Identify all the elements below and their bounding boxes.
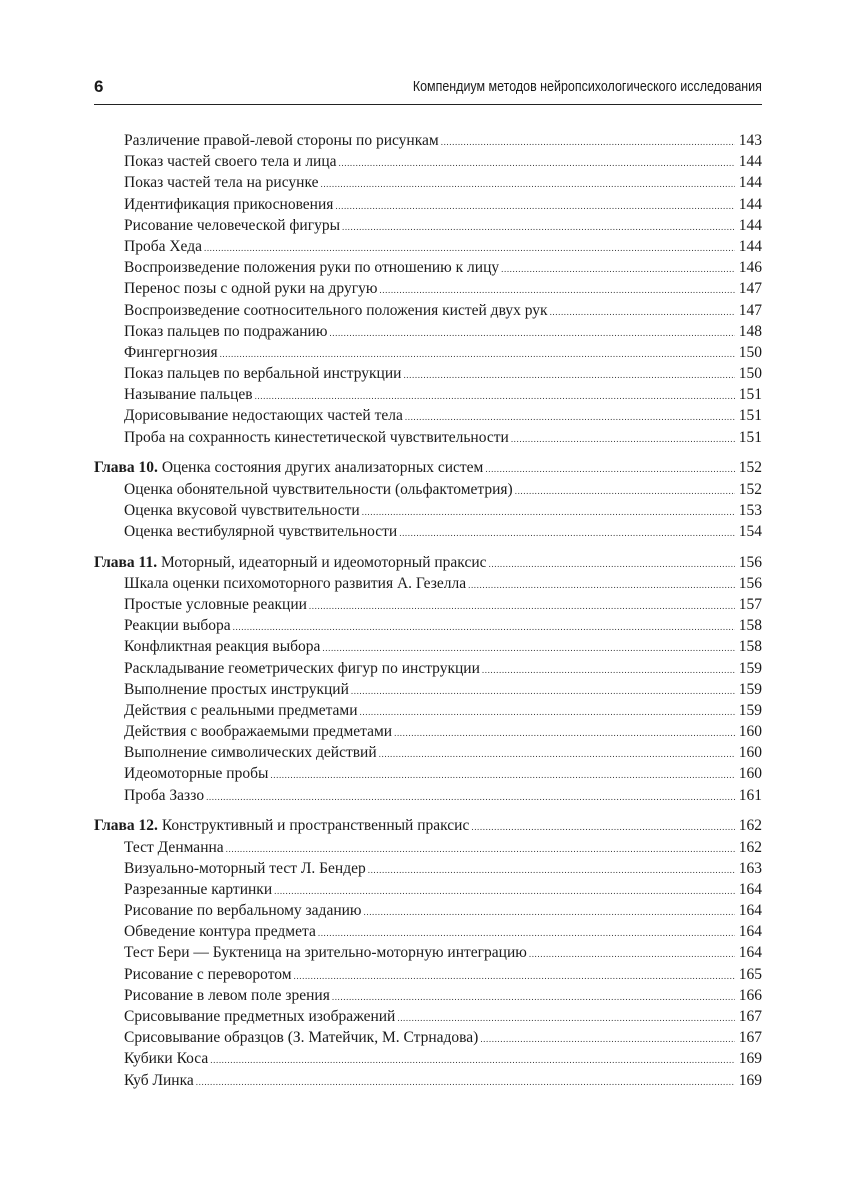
- toc-entry-page: 144: [738, 237, 762, 255]
- dot-leader: [405, 407, 735, 428]
- dot-leader: [379, 280, 735, 301]
- toc-chapter-11[interactable]: [94, 552, 762, 573]
- dot-leader: [351, 681, 735, 702]
- toc-entry[interactable]: [94, 594, 762, 615]
- toc-entry[interactable]: [94, 785, 762, 806]
- toc-entry-title: Показ частей своего тела и лица: [124, 153, 337, 171]
- toc-entry-page: 164: [738, 880, 762, 898]
- toc-entry-page: 159: [738, 659, 762, 677]
- toc-entry-title: Обведение контура предмета: [124, 923, 316, 941]
- dot-leader: [394, 723, 735, 744]
- toc-entry-page: 164: [738, 944, 762, 962]
- dot-leader: [220, 344, 735, 365]
- toc-entry-page: 151: [738, 407, 762, 425]
- toc-entry[interactable]: [94, 900, 762, 921]
- toc-entry[interactable]: [94, 858, 762, 879]
- dot-leader: [204, 238, 735, 259]
- toc-entry-page: 151: [738, 428, 762, 446]
- toc-entry-page: 156: [738, 574, 762, 592]
- toc-entry[interactable]: [94, 172, 762, 193]
- dot-leader: [468, 575, 735, 596]
- dot-leader: [471, 817, 735, 838]
- dot-leader: [489, 554, 735, 575]
- toc-entry-title: Оценка вестибулярной чувствительности: [124, 522, 398, 540]
- toc-entry[interactable]: [94, 1048, 762, 1069]
- toc-entry[interactable]: [94, 763, 762, 784]
- toc-entry[interactable]: [94, 236, 762, 257]
- toc-entry-page: 164: [738, 923, 762, 941]
- toc-entry-page: 159: [738, 680, 762, 698]
- dot-leader: [335, 196, 735, 217]
- toc-entry[interactable]: [94, 985, 762, 1006]
- chapter-title: Оценка состояния других анализаторных систем: [161, 459, 484, 477]
- toc-entry-title: Проба на сохранность кинестетической чувствительности: [124, 428, 509, 446]
- dot-leader: [274, 881, 735, 902]
- dot-leader: [233, 617, 735, 638]
- toc-entry-title: Визуально-моторный тест Л. Бендер: [124, 859, 366, 877]
- toc-entry[interactable]: [94, 215, 762, 236]
- dot-leader: [364, 902, 736, 923]
- toc-entry[interactable]: [94, 521, 762, 542]
- toc-entry[interactable]: [94, 879, 762, 900]
- toc-entry[interactable]: [94, 427, 762, 448]
- toc-entry-title: Оценка обонятельной чувствительности (ольфактометрия): [124, 480, 513, 498]
- dot-leader: [399, 523, 735, 544]
- toc-entry-page: 166: [738, 986, 762, 1004]
- toc-entry[interactable]: [94, 837, 762, 858]
- dot-leader: [332, 987, 735, 1008]
- dot-leader: [196, 1072, 735, 1093]
- toc-entry-title: Срисовывание образцов (З. Матейчик, М. Стрнадова): [124, 1029, 479, 1047]
- table-of-contents: [94, 130, 762, 1091]
- toc-entry[interactable]: [94, 151, 762, 172]
- toc-entry-page: 165: [738, 965, 762, 983]
- toc-entry-title: Рисование человеческой фигуры: [124, 216, 340, 234]
- toc-entry-title: Идеомоторные пробы: [124, 765, 269, 783]
- toc-entry[interactable]: [94, 700, 762, 721]
- dot-leader: [309, 596, 735, 617]
- toc-entry-title: Простые условные реакции: [124, 595, 307, 613]
- dot-leader: [329, 323, 735, 344]
- toc-entry-page: 160: [738, 744, 762, 762]
- toc-entry-page: 150: [738, 343, 762, 361]
- toc-entry[interactable]: [94, 721, 762, 742]
- toc-entry[interactable]: [94, 500, 762, 521]
- toc-entry[interactable]: [94, 742, 762, 763]
- toc-entry-page: 164: [738, 902, 762, 920]
- toc-entry[interactable]: [94, 573, 762, 594]
- toc-entry-title: Идентификация прикосновения: [124, 195, 334, 213]
- toc-entry-page: 150: [738, 365, 762, 383]
- chapter-label: Глава 11.: [94, 553, 158, 571]
- dot-leader: [550, 302, 735, 323]
- toc-entry-title: Тест Бери — Буктеница на зрительно-моторную интеграцию: [124, 944, 527, 962]
- toc-entry-title: Срисовывание предметных изображений: [124, 1008, 396, 1025]
- dot-leader: [322, 638, 735, 659]
- toc-entry-title: Фингергнозия: [124, 343, 218, 361]
- toc-entry-page: 144: [738, 195, 762, 213]
- toc-entry-title: Воспроизведение положения руки по отношению к лицу: [124, 259, 500, 277]
- toc-entry-page: 163: [738, 859, 762, 877]
- toc-entry-page: 143: [738, 132, 762, 149]
- page-number: 6: [94, 77, 104, 96]
- chapter-page: 162: [738, 817, 762, 835]
- header-rule: [94, 104, 762, 105]
- toc-entry-title: Конфликтная реакция выбора: [124, 638, 321, 656]
- toc-entry-title: Кубики Коса: [124, 1050, 209, 1068]
- dot-leader: [501, 259, 735, 280]
- chapter-page: 152: [738, 459, 762, 477]
- dot-leader: [368, 860, 735, 881]
- page-header: [94, 77, 762, 101]
- dot-leader: [480, 1029, 735, 1050]
- chapter-title: Конструктивный и пространственный праксис: [161, 817, 470, 835]
- dot-leader: [320, 174, 735, 195]
- toc-entry[interactable]: [94, 321, 762, 342]
- dot-leader: [270, 765, 735, 786]
- toc-entry-title: Различение правой-левой стороны по рисункам: [124, 132, 439, 149]
- toc-entry[interactable]: [94, 278, 762, 299]
- dot-leader: [441, 132, 735, 153]
- toc-entry-page: 148: [738, 322, 762, 340]
- chapter-label: Глава 10.: [94, 459, 158, 477]
- toc-entry-page: 146: [738, 259, 762, 277]
- toc-entry-page: 169: [738, 1050, 762, 1068]
- toc-entry[interactable]: [94, 130, 762, 151]
- toc-entry[interactable]: [94, 363, 762, 384]
- dot-leader: [318, 923, 735, 944]
- toc-entry[interactable]: [94, 679, 762, 700]
- toc-entry-title: Рисование с переворотом: [124, 965, 292, 983]
- toc-entry-page: 160: [738, 723, 762, 741]
- dot-leader: [397, 1008, 735, 1029]
- toc-entry-title: Показ пальцев по вербальной инструкции: [124, 365, 402, 383]
- toc-entry-title: Раскладывание геометрических фигур по инструкции: [124, 659, 480, 677]
- toc-entry-title: Дорисовывание недостающих частей тела: [124, 407, 403, 425]
- toc-entry[interactable]: [94, 942, 762, 963]
- dot-leader: [362, 502, 735, 523]
- toc-entry[interactable]: [94, 384, 762, 405]
- toc-entry[interactable]: [94, 257, 762, 278]
- toc-entry-page: 158: [738, 617, 762, 635]
- toc-entry-title: Выполнение простых инструкций: [124, 680, 349, 698]
- running-title: Компендиум методов нейропсихологического исследования: [412, 79, 762, 95]
- toc-entry-title: Называние пальцев: [124, 386, 253, 404]
- toc-entry[interactable]: [94, 921, 762, 942]
- toc-entry[interactable]: [94, 1006, 762, 1027]
- toc-chapter-12[interactable]: [94, 815, 762, 836]
- toc-entry-page: 167: [738, 1029, 762, 1047]
- toc-entry[interactable]: [94, 300, 762, 321]
- toc-entry-title: Показ пальцев по подражанию: [124, 322, 328, 340]
- toc-entry-title: Перенос позы с одной руки на другую: [124, 280, 378, 298]
- dot-leader: [210, 1050, 735, 1071]
- dot-leader: [294, 966, 735, 987]
- toc-entry[interactable]: [94, 615, 762, 636]
- toc-entry-title: Шкала оценки психомоторного развития А. Гезелла: [124, 574, 467, 592]
- toc-entry-title: Показ частей тела на рисунке: [124, 174, 319, 192]
- toc-entry-page: 144: [738, 216, 762, 234]
- toc-entry[interactable]: [94, 658, 762, 679]
- dot-leader: [339, 153, 735, 174]
- dot-leader: [226, 839, 735, 860]
- toc-entry-title: Реакции выбора: [124, 617, 231, 635]
- dot-leader: [206, 787, 735, 808]
- toc-entry[interactable]: [94, 964, 762, 985]
- toc-entry-page: 160: [738, 765, 762, 783]
- toc-entry-title: Тест Денманна: [124, 838, 224, 856]
- toc-entry-page: 144: [738, 153, 762, 171]
- dot-leader: [515, 481, 735, 502]
- toc-entry[interactable]: [94, 342, 762, 363]
- toc-entry-title: Воспроизведение соотносительного положения кистей двух рук: [124, 301, 548, 319]
- toc-entry-title: Рисование в левом поле зрения: [124, 986, 330, 1004]
- toc-entry-page: 157: [738, 595, 762, 613]
- dot-leader: [379, 744, 735, 765]
- toc-chapter-10[interactable]: [94, 457, 762, 478]
- toc-entry-page: 147: [738, 280, 762, 298]
- toc-entry[interactable]: [94, 479, 762, 500]
- toc-entry[interactable]: [94, 636, 762, 657]
- chapter-page: 156: [738, 553, 762, 571]
- toc-entry-title: Куб Линка: [124, 1071, 194, 1089]
- dot-leader: [360, 702, 735, 723]
- dot-leader: [529, 944, 735, 965]
- toc-entry-title: Проба Заззо: [124, 786, 205, 804]
- toc-entry-title: Действия с реальными предметами: [124, 701, 358, 719]
- dot-leader: [403, 365, 735, 386]
- toc-entry-title: Выполнение символических действий: [124, 744, 377, 762]
- toc-entry-page: 162: [738, 838, 762, 856]
- toc-entry[interactable]: [94, 1027, 762, 1048]
- toc-entry-title: Рисование по вербальному заданию: [124, 902, 362, 920]
- toc-entry-page: 152: [738, 480, 762, 498]
- dot-leader: [342, 217, 735, 238]
- toc-entry-page: 154: [738, 522, 762, 540]
- toc-entry-page: 158: [738, 638, 762, 656]
- toc-entry-page: 153: [738, 501, 762, 519]
- toc-entry[interactable]: [94, 405, 762, 426]
- toc-entry-page: 161: [738, 786, 762, 804]
- toc-entry-page: 147: [738, 301, 762, 319]
- toc-entry-page: 167: [738, 1008, 762, 1025]
- toc-entry[interactable]: [94, 194, 762, 215]
- toc-entry-page: 144: [738, 174, 762, 192]
- toc-entry-title: Разрезанные картинки: [124, 880, 273, 898]
- toc-entry-title: Оценка вкусовой чувствительности: [124, 501, 360, 519]
- dot-leader: [255, 386, 735, 407]
- dot-leader: [485, 459, 735, 480]
- chapter-label: Глава 12.: [94, 817, 158, 835]
- toc-entry-page: 159: [738, 701, 762, 719]
- chapter-title: Моторный, идеаторный и идеомоторный праксис: [160, 553, 487, 571]
- dot-leader: [511, 429, 735, 450]
- toc-entry-page: 169: [738, 1071, 762, 1089]
- toc-entry-title: Действия с воображаемыми предметами: [124, 723, 393, 741]
- toc-entry-title: Проба Хеда: [124, 237, 202, 255]
- toc-entry[interactable]: [94, 1070, 762, 1091]
- toc-entry-page: 151: [738, 386, 762, 404]
- dot-leader: [482, 660, 735, 681]
